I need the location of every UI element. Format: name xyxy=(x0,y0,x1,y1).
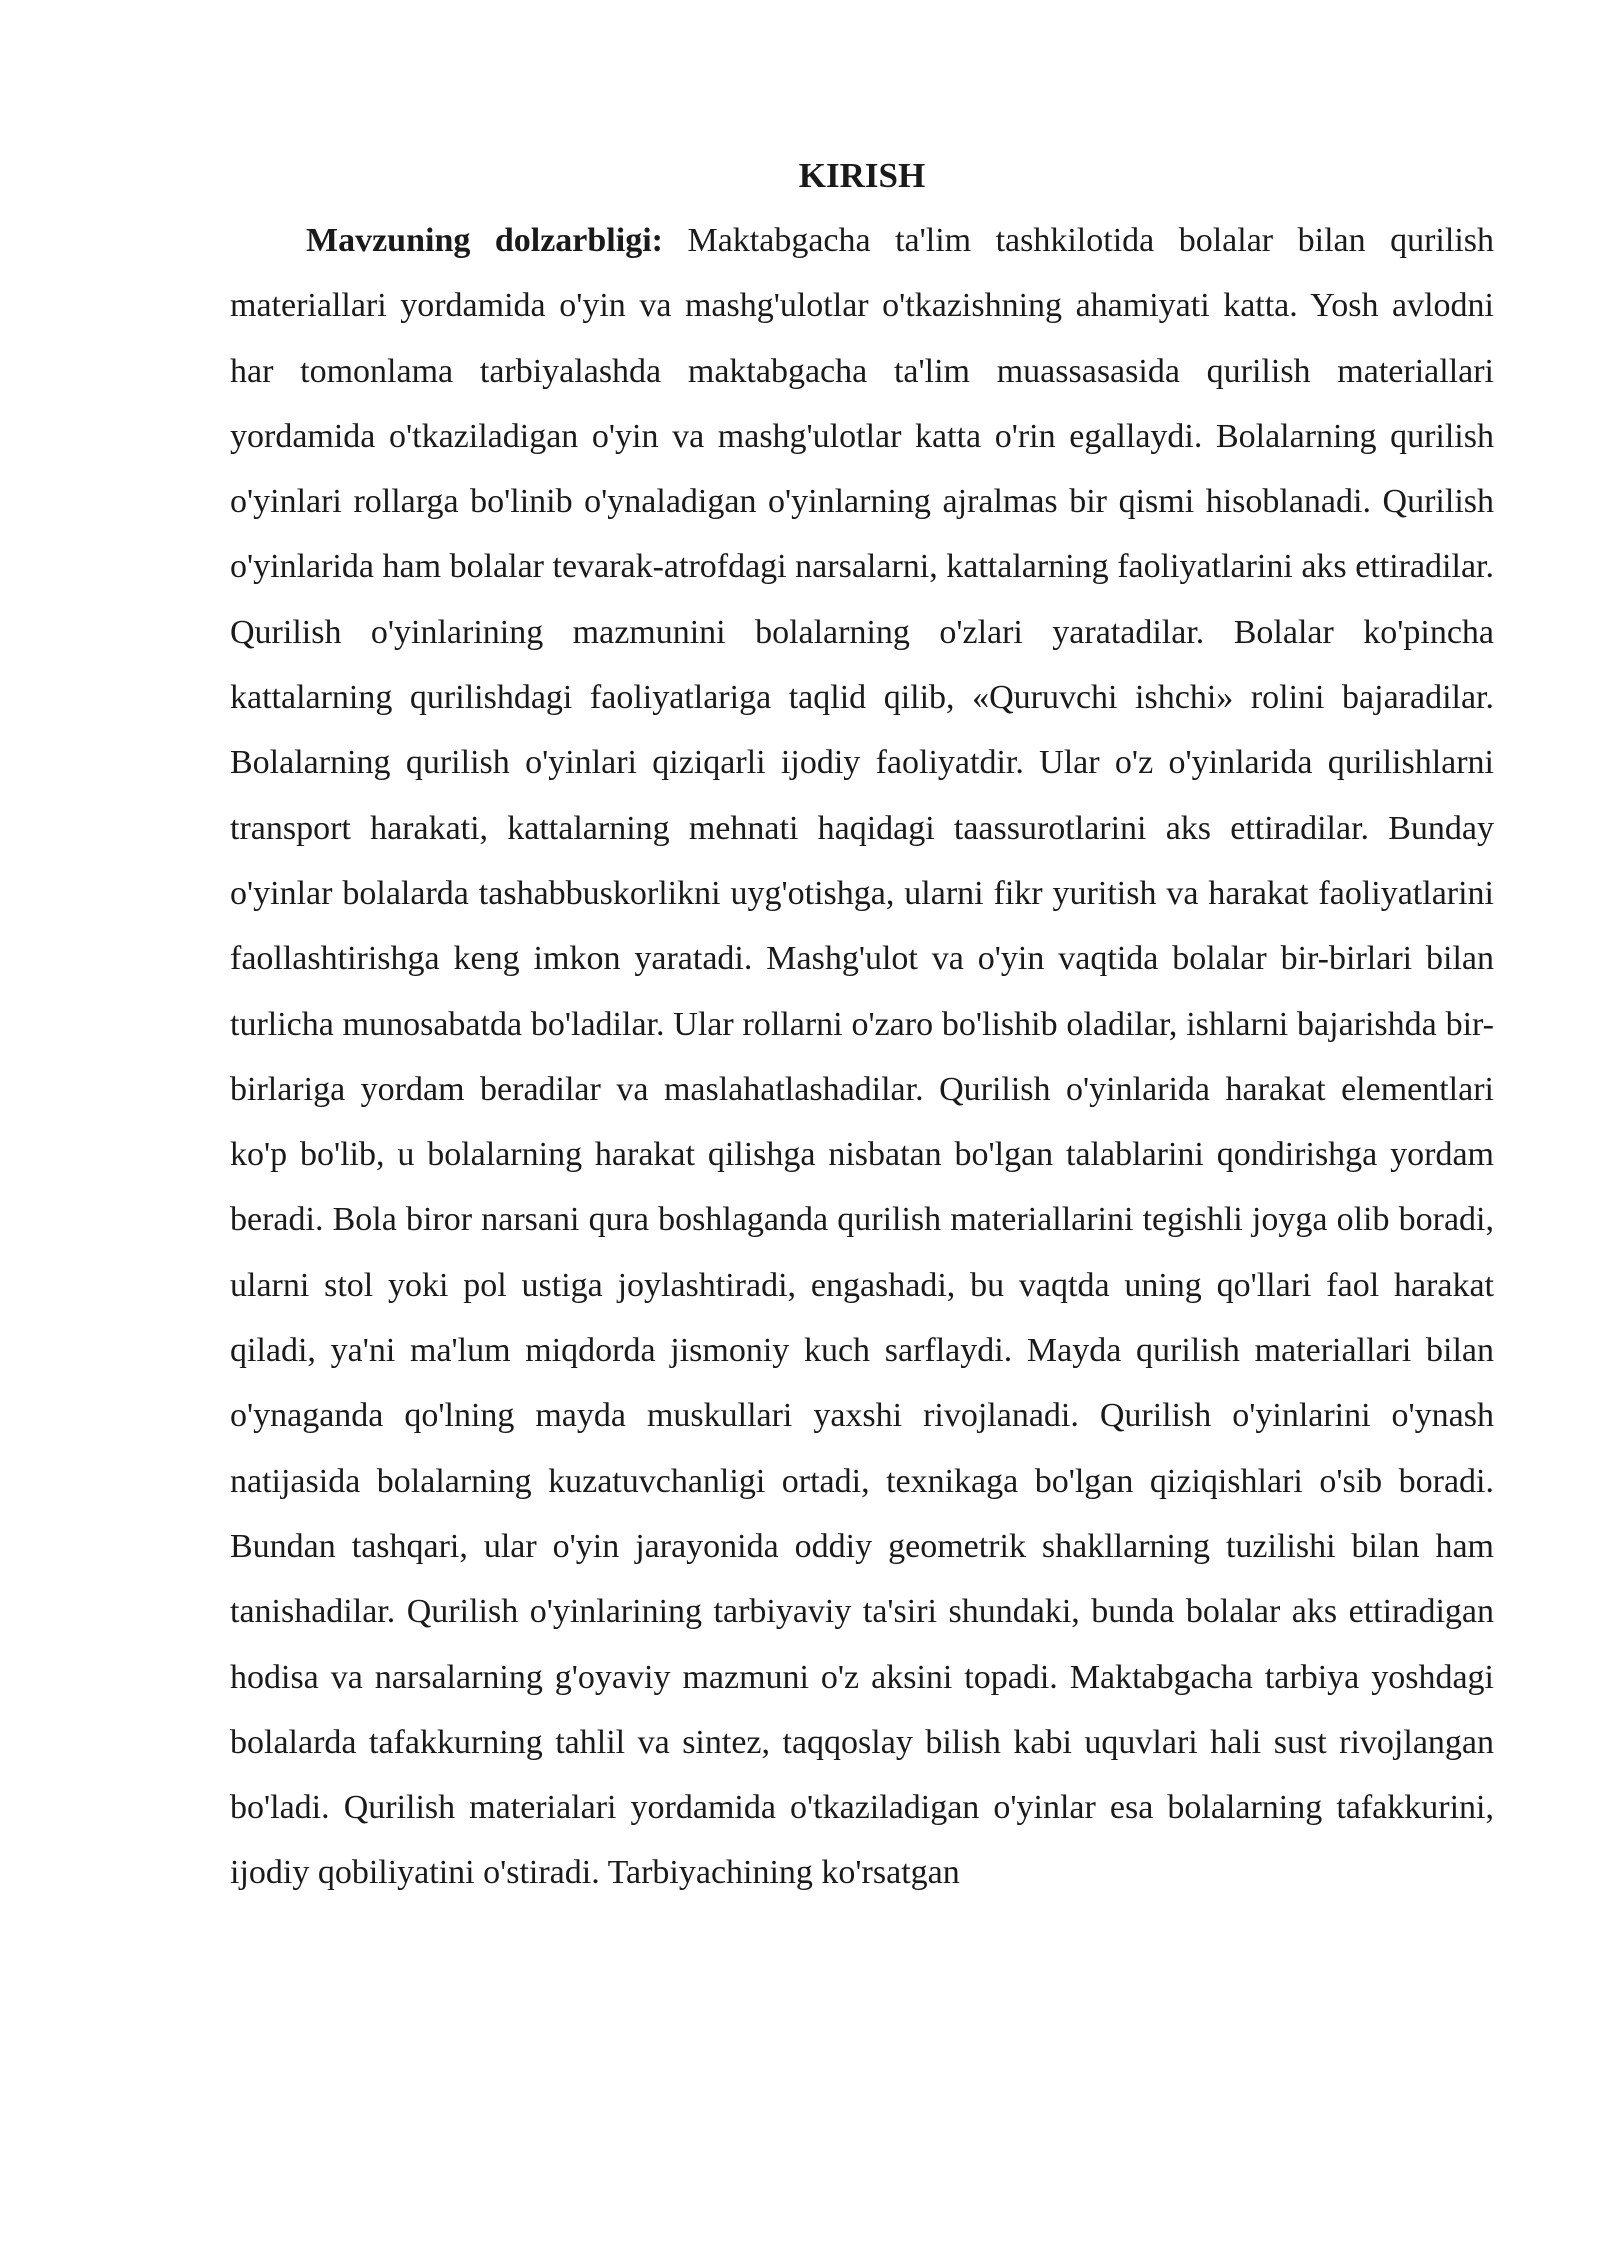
page-title: KIRISH xyxy=(798,156,926,195)
document-page xyxy=(230,150,1494,1906)
paragraph-text: Maktabgacha ta'lim tashkilotida bolalar bilan qurilish materiallari yordamida o'yin va mashg'ulotlar o'tkazishning ahamiyati katta. Yosh avlodni har tomonlama tarbiyalashda maktabgacha ta'lim muassasasida qurilish materiallari yordamida o'tkaziladigan o'yin va mashg'ulotlar katta o'rin egallaydi. Bolalarning qurilish o'yinlari rollarga bo'linib o'ynaladigan o'yinlarning ajralmas bir qismi hisoblanadi. Qurilish o'yinlarida ham bolalar tevarak-atrofdagi narsalarni, kattalarning faoliyatlarini aks ettiradilar. Qurilish o'yinlarining mazmunini bolalarning o'zlari yaratadilar. Bolalar ko'pincha kattalarning qurilishdagi faoliyatlariga taqlid qilib, «Quruvchi ishchi» rolini bajaradilar. Bolalarning qurilish o'yinlari qiziqarli ijodiy faoliyatdir. Ular o'z o'yinlarida qurilishlarni transport harakati, kattalarning mehnati haqidagi taassurotlarini aks ettiradilar. Bunday o'yinlar bolalarda tashabbuskorlikni uyg'otishga, ularni fikr yuritish va harakat faoliyatlarini faollashtirishga keng imkon yaratadi. Mashg'ulot va o'yin vaqtida bolalar bir-birlari bilan turlicha munosabatda bo'ladilar. Ular rollarni o'zaro bo'lishib oladilar, ishlarni bajarishda bir-birlariga yordam beradilar va maslahatlashadilar. Qurilish o'yinlarida harakat elementlari ko'p bo'lib, u bolalarning harakat qilishga nisbatan bo'lgan talablarini qondirishga yordam beradi. Bola biror narsani qura boshlaganda qurilish materiallarini tegishli joyga olib boradi, ularni stol yoki pol ustiga joylashtiradi, engashadi, bu vaqtda uning qo'llari faol harakat qiladi, ya'ni ma'lum miqdorda jismoniy kuch sarflaydi. Mayda qurilish materiallari bilan o'ynaganda qo'lning mayda muskullari yaxshi rivojlanadi. Qurilish o'yinlarini o'ynash natijasida bolalarning kuzatuvchanligi ortadi, texnikaga bo'lgan qiziqishlari o'sib boradi. Bundan tashqari, ular o'yin jarayonida oddiy geometrik shakllarning tuzilishi bilan ham tanishadilar. Qurilish o'yinlarining tarbiyaviy ta'siri shundaki, bunda bolalar aks ettiradigan hodisa va narsalarning g'oyaviy mazmuni o'z aksini topadi. Maktabgacha tarbiya yoshdagi bolalarda tafakkurning tahlil va sintez, taqqoslay bilish kabi uquvlari hali sust rivojlangan bo'ladi. Qurilish materialari yordamida o'tkaziladigan o'yinlar esa bolalarning tafakkurini, ijodiy qobiliyatini o'stiradi. Tarbiyachining ko'rsatgan xyxy=(230,222,1494,1892)
body-paragraph xyxy=(230,208,1494,1906)
lead-label: Mavzuning dolzarbligi: xyxy=(306,222,663,259)
